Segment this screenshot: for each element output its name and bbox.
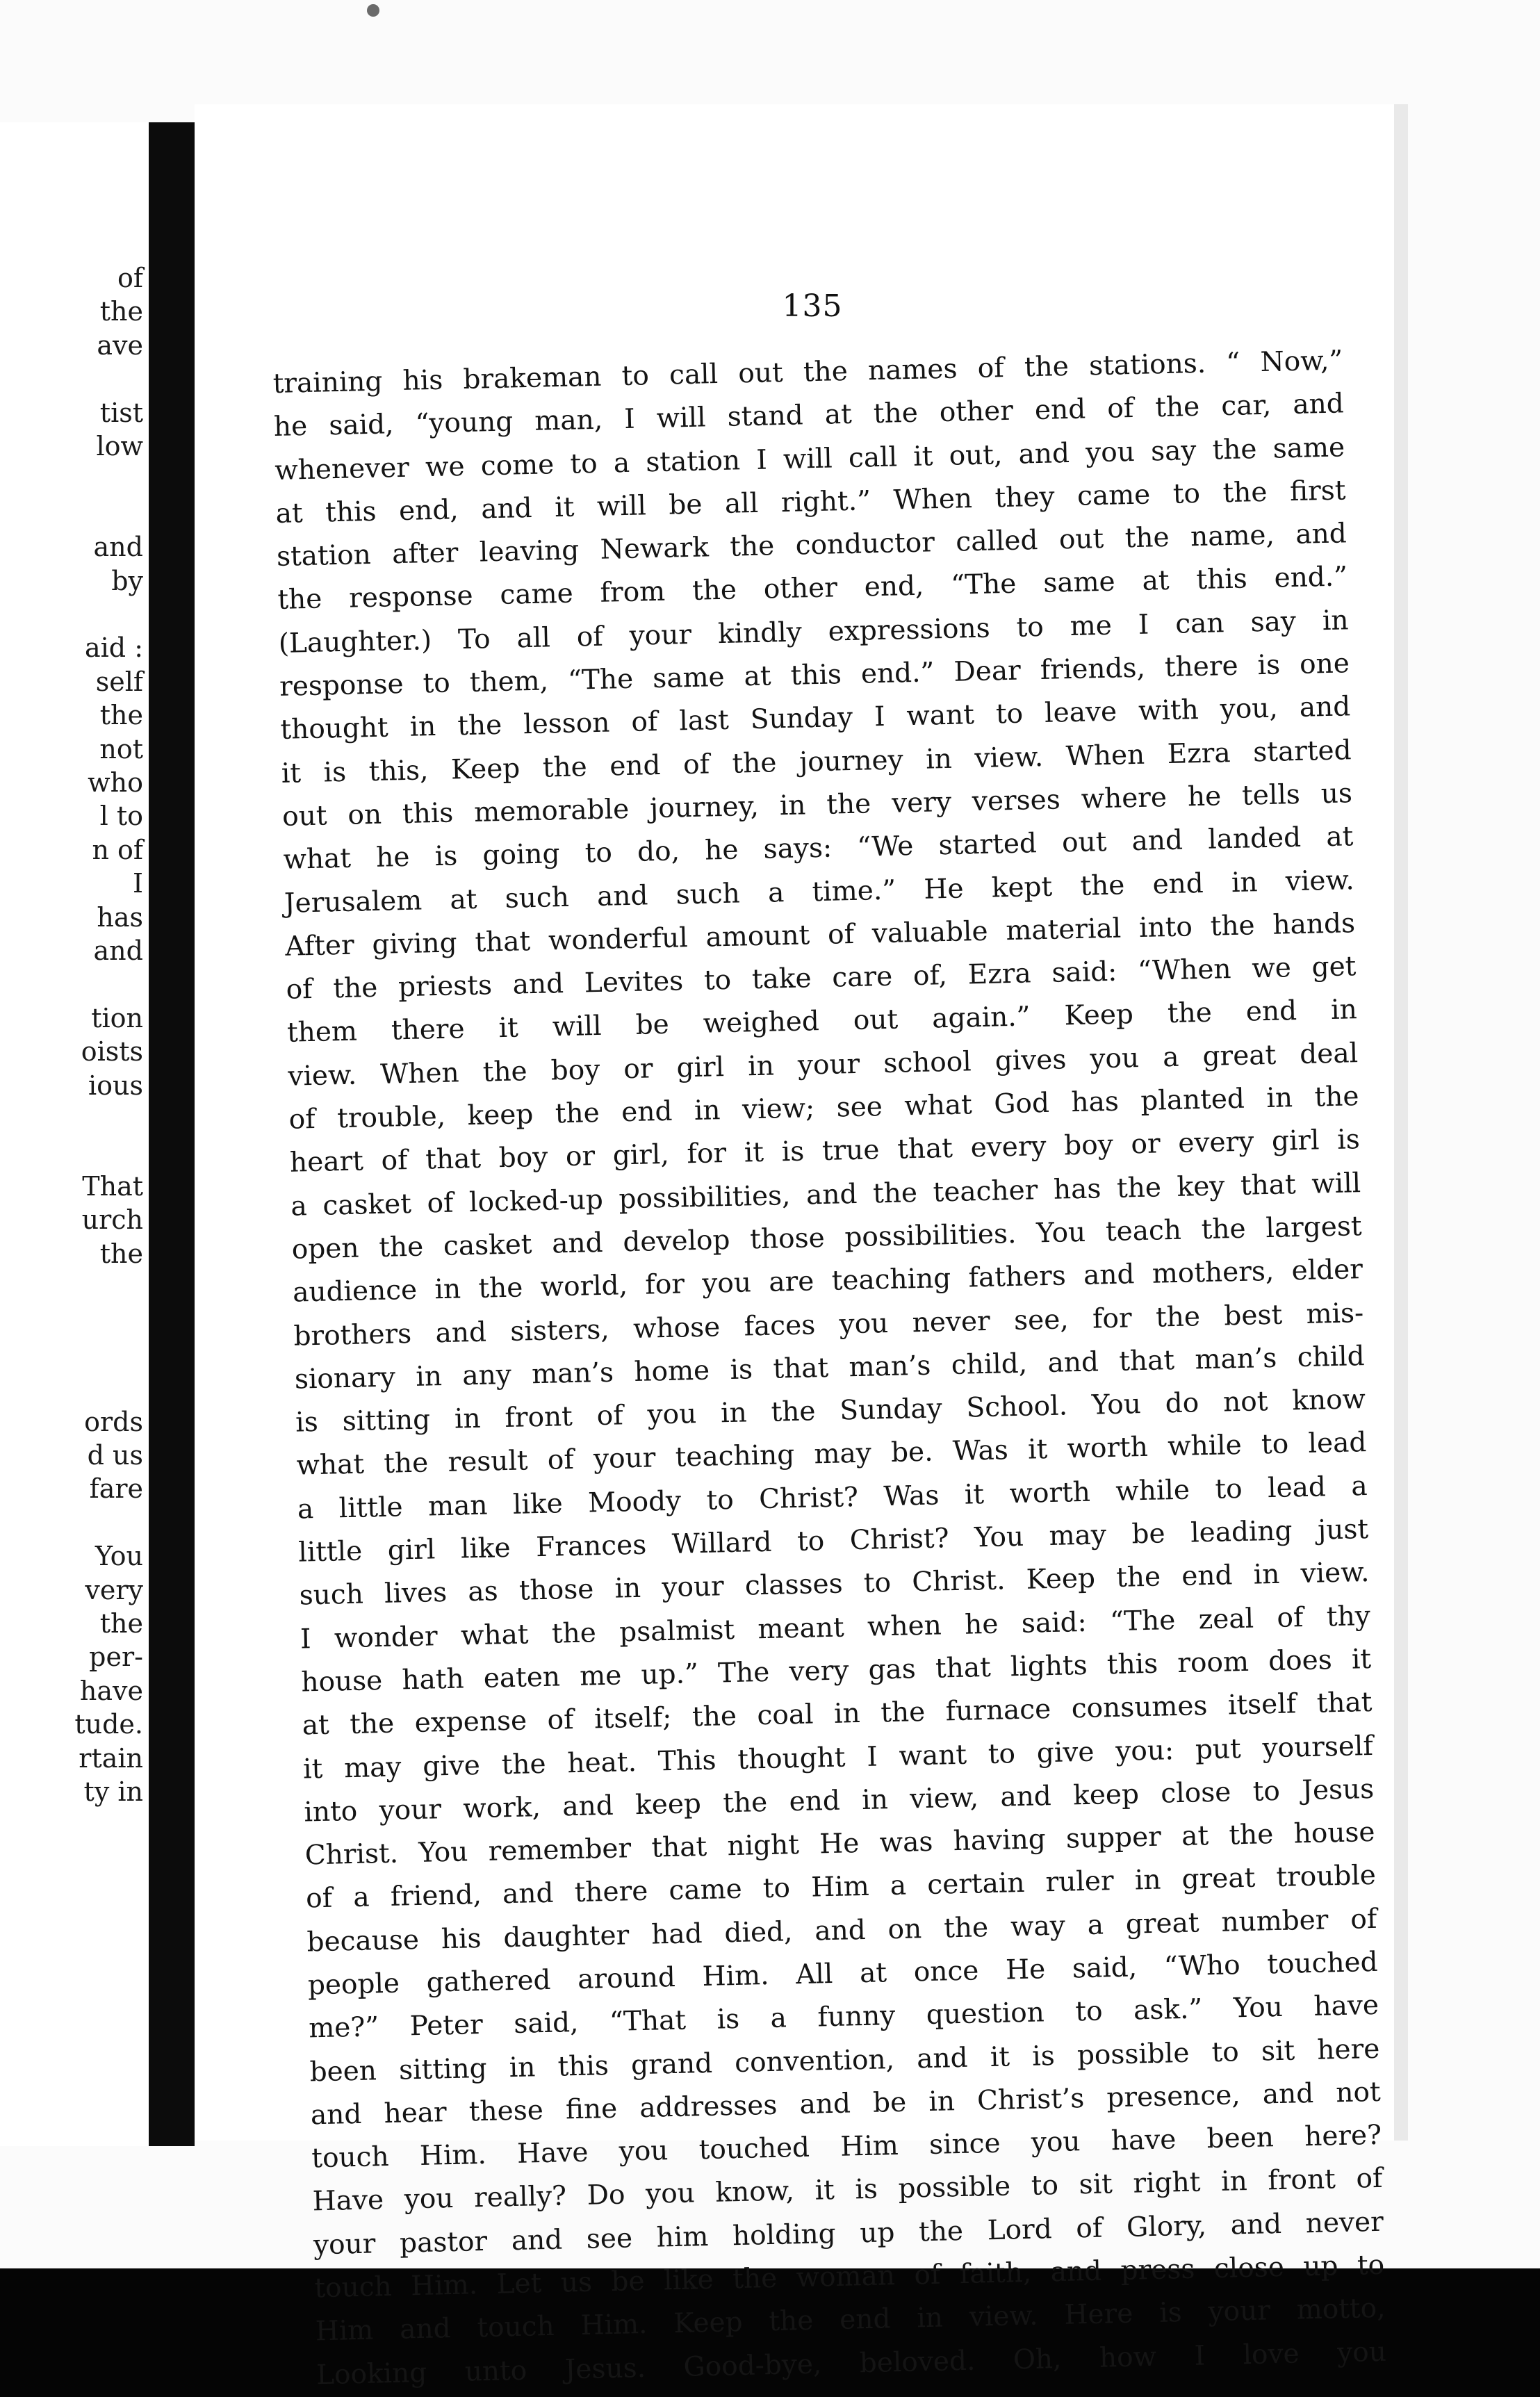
previous-page-text-fragment: ty in — [83, 1776, 143, 1807]
previous-page-text-fragment: tion — [91, 1002, 143, 1033]
text-line: them there it will be weighed out again.” Keep the end in — [286, 994, 1358, 1049]
previous-page-text-fragment: very — [85, 1574, 143, 1605]
page-number: 135 — [782, 288, 843, 324]
text-line: After giving that wonderful amount of valuable material into the hands — [284, 908, 1356, 963]
text-line: station after leaving Newark the conductor called out the name, and — [276, 518, 1348, 573]
book-gutter — [149, 122, 195, 2146]
previous-page-text-fragment: d us — [87, 1440, 143, 1471]
page-edge-shadow — [1394, 104, 1408, 2141]
text-line: at this end, and it will be all right.” When they came to the first — [275, 475, 1346, 530]
text-line: I wonder what the psalmist meant when he said: “The zeal of thy — [300, 1600, 1371, 1655]
previous-page-text-fragment: You — [95, 1541, 143, 1572]
previous-page-text-fragment: tude. — [74, 1709, 143, 1740]
previous-page-text-fragment: rtain — [79, 1742, 143, 1774]
text-line: sionary in any man’s home is that man’s child, and that man’s child — [294, 1340, 1366, 1396]
text-line: is sitting in front of you in the Sunday School. You do not know — [295, 1384, 1366, 1439]
previous-page-text-fragment: of — [117, 263, 143, 293]
book-page — [195, 104, 1398, 2391]
text-line: brothers and sisters, whose faces you never see, for the best mis- — [293, 1297, 1364, 1352]
previous-page-text-fragment: the — [99, 700, 143, 731]
text-line: and hear these fine addresses and be in Christ’s presence, and not — [310, 2076, 1382, 2132]
text-line: out on this memorable journey, in the very verses where he tells us — [281, 778, 1353, 833]
text-line: touch Him. Have you touched Him since you have been here? — [311, 2119, 1382, 2175]
scan-dust-mark — [367, 4, 379, 17]
previous-page-edge — [0, 122, 149, 2146]
text-line: thought in the lesson of last Sunday I want to leave with you, and — [280, 691, 1351, 746]
text-line: Him and touch Him. Keep the end in view. Here is your motto, — [315, 2293, 1386, 2348]
previous-page-text-fragment: That — [82, 1170, 143, 1202]
previous-page-text-fragment: by — [111, 565, 143, 596]
text-line: whenever we come to a station I will call it out, and you say the same — [274, 431, 1345, 486]
previous-page-text-fragment: ave — [97, 329, 143, 361]
text-line: of a friend, and there came to Him a certain ruler in great trouble — [305, 1860, 1377, 1915]
text-line: into your work, and keep the end in view, and keep close to Jesus — [304, 1773, 1375, 1829]
text-line: audience in the world, for you are teaching fathers and mothers, elder — [292, 1254, 1363, 1309]
previous-page-text-fragment: and — [93, 532, 143, 563]
text-line: at the expense of itself; the coal in the furnace consumes itself that — [302, 1687, 1373, 1742]
text-line: of the priests and Levites to take care of, Ezra said: “When we get — [286, 951, 1357, 1006]
previous-page-text-fragment: who — [88, 767, 143, 798]
previous-page-text-fragment: the — [99, 296, 143, 327]
text-line: (Laughter.) To all of your kindly expressions to me I can say in — [278, 605, 1349, 660]
text-line: such lives as those in your classes to Christ. Keep the end in view. — [299, 1557, 1370, 1612]
previous-page-text-fragment: and — [93, 935, 143, 966]
text-line: response to them, “The same at this end.” Dear friends, there is one — [279, 648, 1350, 703]
text-line: the response came from the other end, “The same at this end.” — [277, 561, 1348, 616]
previous-page-text-fragment: aid : — [84, 632, 143, 664]
previous-page-text-fragment: the — [99, 1238, 143, 1269]
text-line: a casket of locked-up possibilities, and the teacher has the key that will — [290, 1167, 1361, 1222]
previous-page-text-fragment: ords — [84, 1406, 143, 1437]
text-line: a little man like Moody to Christ? Was it worth while to lead a — [297, 1470, 1368, 1525]
previous-page-text-fragment: fare — [89, 1473, 143, 1505]
previous-page-text-fragment: self — [95, 666, 143, 697]
text-line: Have you really? Do you know, it is possible to sit right in front of — [312, 2163, 1383, 2218]
text-line: it is this, Keep the end of the journey in view. When Ezra started — [281, 734, 1352, 790]
text-line: it may give the heat. This thought I want to give you: put yourself — [302, 1730, 1374, 1785]
previous-page-text-fragment: has — [97, 901, 143, 933]
previous-page-text-fragment: I — [132, 868, 143, 899]
previous-page-text-fragment: n of — [92, 834, 143, 865]
previous-page-text-fragment: not — [99, 733, 143, 764]
previous-page-text-fragment: low — [96, 431, 143, 461]
text-line: of trouble, keep the end in view; see what God has planted in the — [288, 1081, 1359, 1136]
text-line: me?” Peter said, “That is a funny question to ask.” You have — [308, 1990, 1379, 2045]
text-line: he said, “young man, I will stand at the other end of the car, and — [273, 388, 1345, 443]
text-line: your pastor and see him holding up the Lord of Glory, and never — [313, 2206, 1384, 2261]
previous-page-text-fragment: tist — [99, 397, 143, 428]
text-line: view. When the boy or girl in your school gives you a great deal — [287, 1037, 1359, 1093]
text-line: people gathered around Him. All at once He said, “Who touched — [307, 1946, 1379, 2002]
text-line: Jerusalem at such and such a time.” He kept the end in view. — [284, 864, 1355, 919]
previous-page-text-fragment: have — [79, 1675, 143, 1706]
text-line: Christ. You remember that night He was having supper at the house — [304, 1816, 1375, 1872]
previous-page-text-fragment: l to — [99, 801, 143, 832]
text-line: heart of that boy or girl, for it is true that every boy or every girl is — [289, 1124, 1361, 1179]
text-line: open the casket and develop those possibilities. You teach the largest — [291, 1211, 1362, 1266]
text-line: touch Him. Let us be like the woman of faith, and press close up to — [313, 2249, 1385, 2305]
text-line: Looking unto Jesus. Good-bye, beloved. Oh, how I love you — [316, 2336, 1387, 2391]
previous-page-text-fragment: oists — [81, 1036, 143, 1067]
text-line: training his brakeman to call out the names of the stations. “ Now,” — [272, 345, 1343, 400]
text-line: because his daughter had died, and on the way a great number of — [306, 1903, 1377, 1958]
previous-page-text-fragment: per- — [89, 1642, 143, 1673]
text-line: what the result of your teaching may be. Was it worth while to lead — [296, 1427, 1367, 1482]
previous-page-text-fragment: urch — [81, 1204, 143, 1236]
text-line: house hath eaten me up.” The very gas that lights this room does it — [300, 1643, 1372, 1699]
previous-page-text-fragment: ious — [88, 1070, 143, 1101]
text-line: little girl like Frances Willard to Christ? You may be leading just — [297, 1514, 1369, 1569]
previous-page-text-fragment: the — [99, 1608, 143, 1639]
body-text — [272, 339, 1387, 2397]
text-line: what he is going to do, he says: “We started out and landed at — [283, 821, 1354, 876]
text-line: been sitting in this grand convention, and it is possible to sit here — [309, 2033, 1380, 2088]
